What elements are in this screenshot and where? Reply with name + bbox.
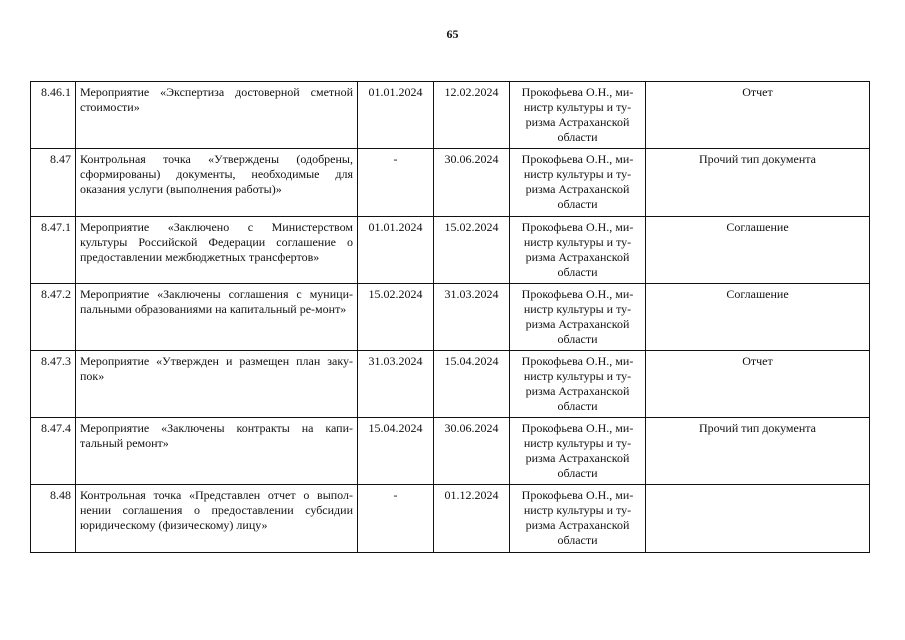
responsible-person [510, 217, 646, 284]
table-row [31, 217, 870, 284]
responsible-line: ризма Астраханской [525, 317, 630, 331]
responsible-person [510, 284, 646, 351]
responsible-line: области [557, 466, 598, 480]
start-date: 01.01.2024 [358, 217, 434, 284]
row-number: 8.46.1 [31, 82, 76, 149]
responsible-line: Прокофьева О.Н., ми- [521, 488, 634, 502]
document-type: Отчет [646, 82, 870, 149]
responsible-line: области [557, 332, 598, 346]
table-row [31, 485, 870, 553]
responsible-line: области [557, 533, 598, 547]
responsible-line: ризма Астраханской [525, 518, 630, 532]
row-title: Мероприятие «Экспертиза достоверной сметной стоимости» [76, 82, 358, 149]
row-title: Мероприятие «Заключены контракты на капи-тальный ремонт» [76, 418, 358, 485]
table-row [31, 351, 870, 418]
responsible-line: ризма Астраханской [525, 384, 630, 398]
row-title: Мероприятие «Утвержден и размещен план заку-пок» [76, 351, 358, 418]
responsible-person [510, 351, 646, 418]
document-type: Прочий тип документа [646, 418, 870, 485]
responsible-line: ризма Астраханской [525, 115, 630, 129]
table-row [31, 149, 870, 217]
responsible-line: нистр культуры и ту- [523, 167, 632, 181]
page-number: 65 [446, 27, 459, 41]
responsible-person [510, 82, 646, 149]
responsible-line: Прокофьева О.Н., ми- [521, 85, 634, 99]
end-date: 01.12.2024 [434, 485, 510, 553]
responsible-line: нистр культуры и ту- [523, 302, 632, 316]
start-date: 01.01.2024 [358, 82, 434, 149]
responsible-person [510, 418, 646, 485]
responsible-line: области [557, 265, 598, 279]
row-number: 8.48 [31, 485, 76, 553]
start-date: - [358, 485, 434, 553]
row-number: 8.47.1 [31, 217, 76, 284]
responsible-line: области [557, 197, 598, 211]
row-title: Мероприятие «Заключены соглашения с муници-пальными образованиями на капитальный ре-монт» [76, 284, 358, 351]
responsible-line: нистр культуры и ту- [523, 235, 632, 249]
responsible-person [510, 149, 646, 217]
responsible-line: Прокофьева О.Н., ми- [521, 287, 634, 301]
table-row [31, 418, 870, 485]
responsible-line: Прокофьева О.Н., ми- [521, 354, 634, 368]
row-number: 8.47.4 [31, 418, 76, 485]
responsible-person [510, 485, 646, 553]
document-type: Отчет [646, 351, 870, 418]
end-date: 30.06.2024 [434, 149, 510, 217]
responsible-line: нистр культуры и ту- [523, 503, 632, 517]
document-type: Соглашение [646, 284, 870, 351]
responsible-line: нистр культуры и ту- [523, 369, 632, 383]
end-date: 15.02.2024 [434, 217, 510, 284]
table-row [31, 284, 870, 351]
responsible-line: нистр культуры и ту- [523, 436, 632, 450]
table-row [31, 82, 870, 149]
document-type [646, 485, 870, 553]
responsible-line: ризма Астраханской [525, 182, 630, 196]
end-date: 15.04.2024 [434, 351, 510, 418]
document-type: Прочий тип документа [646, 149, 870, 217]
start-date: 15.02.2024 [358, 284, 434, 351]
end-date: 31.03.2024 [434, 284, 510, 351]
responsible-line: нистр культуры и ту- [523, 100, 632, 114]
start-date: - [358, 149, 434, 217]
start-date: 15.04.2024 [358, 418, 434, 485]
responsible-line: ризма Астраханской [525, 451, 630, 465]
document-type: Соглашение [646, 217, 870, 284]
responsible-line: Прокофьева О.Н., ми- [521, 152, 634, 166]
row-number: 8.47.2 [31, 284, 76, 351]
row-number: 8.47.3 [31, 351, 76, 418]
end-date: 12.02.2024 [434, 82, 510, 149]
plan-table-body [31, 82, 870, 553]
row-title: Контрольная точка «Утверждены (одобрены, сформированы) документы, необходимые для оказания услуги (выполнения работы)» [76, 149, 358, 217]
row-title: Контрольная точка «Представлен отчет о выпол-нении соглашения о предоставлении субсидии юридическому (физическому) лицу» [76, 485, 358, 553]
row-title: Мероприятие «Заключено с Министерством культуры Российской Федерации соглашение о предоставлении межбюджетных трансфертов» [76, 217, 358, 284]
responsible-line: Прокофьева О.Н., ми- [521, 421, 634, 435]
responsible-line: области [557, 399, 598, 413]
row-number: 8.47 [31, 149, 76, 217]
responsible-line: ризма Астраханской [525, 250, 630, 264]
end-date: 30.06.2024 [434, 418, 510, 485]
responsible-line: области [557, 130, 598, 144]
start-date: 31.03.2024 [358, 351, 434, 418]
responsible-line: Прокофьева О.Н., ми- [521, 220, 634, 234]
plan-table [30, 81, 870, 553]
